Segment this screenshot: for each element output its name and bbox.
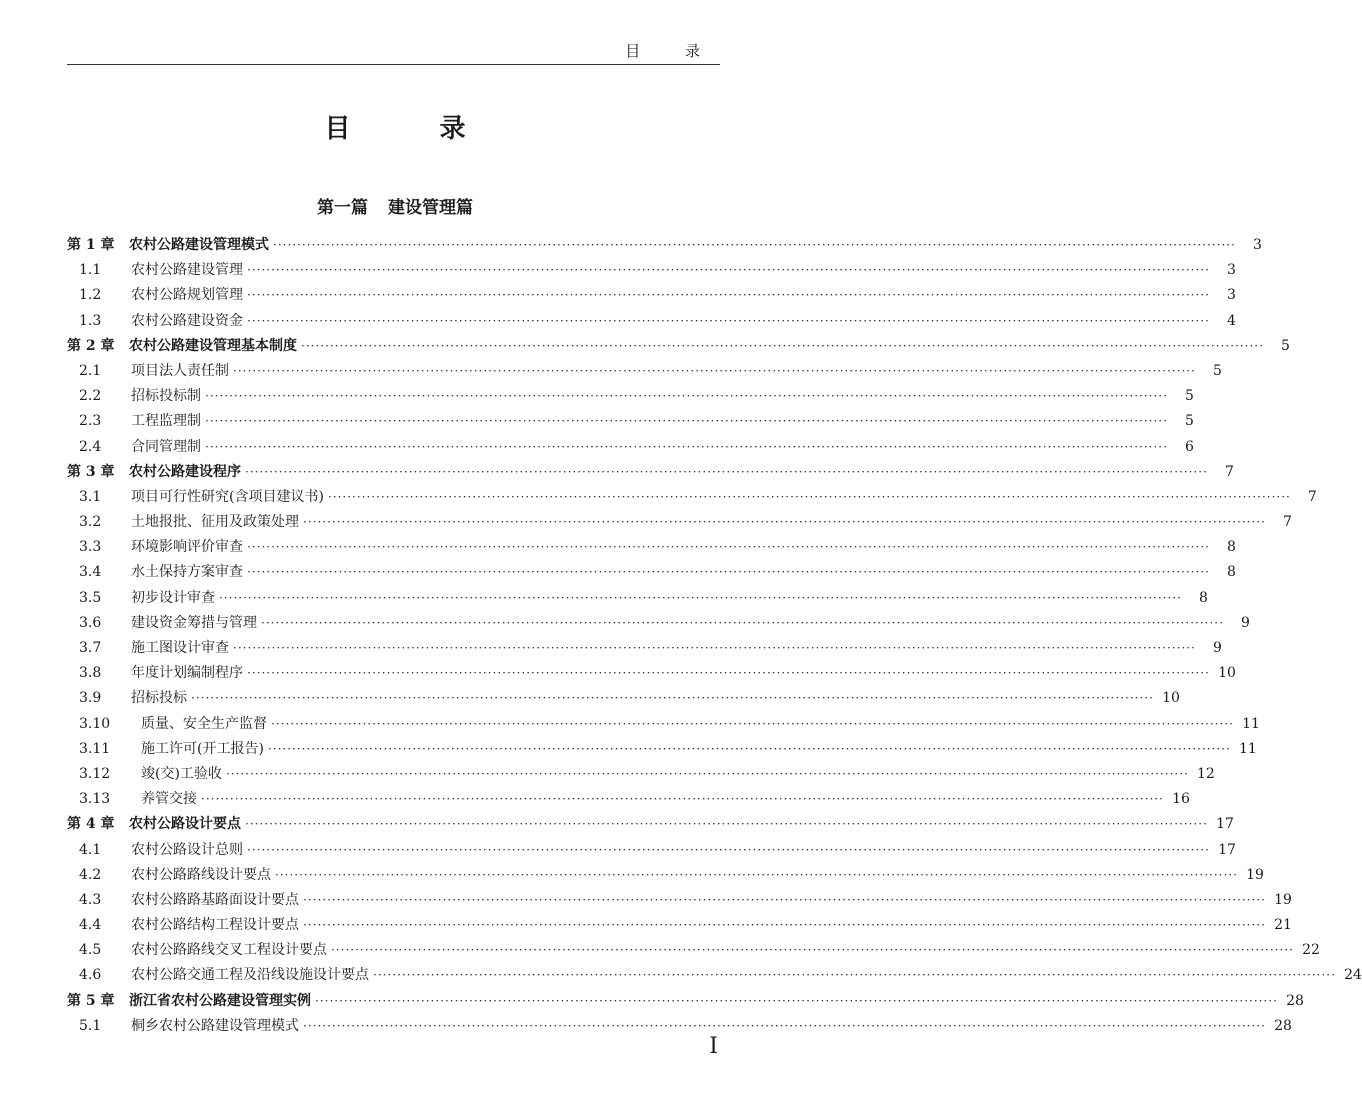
toc-leader-dots: ········································································································································································································: [331, 943, 1294, 958]
toc-page-number: 8: [1226, 539, 1236, 556]
toc-page-number: 9: [1212, 640, 1222, 656]
toc-entry-number: 1.3: [79, 312, 102, 329]
toc-entry-number: 3.1: [79, 488, 102, 505]
toc-page-number: 22: [1302, 942, 1320, 959]
toc-chapter-entry[interactable]: [67, 989, 1304, 1014]
toc-entry-number: 第 2 章: [67, 337, 115, 354]
toc-section-entry[interactable]: [67, 938, 1320, 963]
toc-page-number: 3: [1226, 262, 1236, 279]
toc-entry-title: 农村公路结构工程设计要点: [131, 917, 299, 934]
toc-entry-title: 施工图设计审查: [131, 640, 229, 656]
toc-page-number: 5: [1184, 413, 1194, 430]
toc-entry-title: 农村公路设计要点: [129, 816, 241, 833]
toc-page-number: 3: [1252, 237, 1262, 253]
toc-entry-number: 3.12: [79, 765, 111, 782]
toc-entry-title: 农村公路路基路面设计要点: [131, 891, 299, 908]
toc-page-number: 9: [1240, 614, 1250, 631]
toc-leader-dots: ········································································································································································································: [327, 489, 1291, 504]
toc-section-entry[interactable]: [67, 888, 1292, 913]
toc-page-number: 5: [1212, 362, 1222, 379]
toc-entry-number: 4.1: [79, 841, 102, 858]
toc-leader-dots: ········································································································································································································: [271, 716, 1234, 731]
toc-leader-dots: ········································································································································································································: [247, 288, 1210, 303]
toc-section-entry[interactable]: [67, 283, 1236, 308]
toc-entry-title: 年度计划编制程序: [131, 665, 243, 682]
toc-section-entry[interactable]: [67, 636, 1222, 661]
toc-entry-title: 农村公路建设管理模式: [129, 237, 269, 253]
toc-entry-number: 1.1: [79, 262, 102, 279]
toc-leader-dots: ········································································································································································································: [247, 565, 1210, 580]
toc-page-number: 7: [1282, 514, 1292, 531]
toc-entry-number: 4.3: [79, 891, 102, 908]
toc-section-entry[interactable]: [67, 963, 1362, 988]
toc-leader-dots: ········································································································································································································: [303, 1018, 1266, 1033]
toc-section-entry[interactable]: [67, 359, 1222, 384]
toc-page-number: 28: [1286, 992, 1304, 1009]
toc-entry-title: 竣(交)工验收: [141, 765, 222, 782]
toc-leader-dots: ········································································································································································································: [303, 918, 1266, 933]
toc-entry-title: 建设资金筹措与管理: [131, 614, 257, 631]
toc-entry-title: 农村公路设计总则: [131, 841, 243, 858]
toc-page-number: 19: [1274, 891, 1292, 908]
toc-entry-title: 施工许可(开工报告): [141, 740, 264, 757]
toc-entry-title: 农村公路建设资金: [131, 312, 243, 329]
toc-entry-number: 2.1: [79, 362, 102, 379]
toc-leader-dots: ········································································································································································································: [247, 263, 1210, 278]
running-head: 目 录: [625, 42, 720, 60]
toc-leader-dots: ········································································································································································································: [315, 993, 1278, 1008]
toc-entry-title: 农村公路路线设计要点: [131, 866, 271, 883]
toc-section-entry[interactable]: [67, 838, 1236, 863]
toc-leader-dots: ········································································································································································································: [191, 691, 1154, 706]
toc-entry-title: 土地报批、征用及政策处理: [131, 514, 299, 531]
toc-leader-dots: ········································································································································································································: [233, 641, 1196, 655]
toc-leader-dots: ········································································································································································································: [225, 766, 1189, 781]
toc-leader-dots: ········································································································································································································: [233, 363, 1196, 378]
toc-section-entry[interactable]: [67, 1014, 1292, 1039]
toc-section-entry[interactable]: [67, 560, 1236, 585]
toc-page-number: 16: [1172, 791, 1190, 808]
toc-entry-number: 3.11: [79, 740, 111, 757]
toc-page-number: 11: [1239, 740, 1257, 757]
toc-entry-number: 3.5: [79, 589, 102, 606]
toc-leader-dots: ········································································································································································································: [247, 666, 1210, 681]
toc-entry-number: 4.2: [79, 866, 102, 883]
toc-leader-dots: ········································································································································································································: [201, 792, 1164, 807]
toc-leader-dots: ········································································································································································································: [301, 338, 1264, 353]
header-rule: [67, 64, 720, 65]
toc-page-number: 8: [1198, 589, 1208, 606]
toc-page-number: 8: [1226, 564, 1236, 581]
toc-page-number: 24: [1344, 967, 1362, 984]
toc-page-number: 19: [1246, 866, 1264, 883]
toc-entry-number: 第 1 章: [67, 237, 115, 253]
toc-entry-title: 农村公路交通工程及沿线设施设计要点: [131, 967, 369, 984]
toc-page-number: 7: [1224, 463, 1234, 480]
toc-page-number: 21: [1274, 917, 1292, 934]
toc-entry-title: 桐乡农村公路建设管理模式: [131, 1017, 299, 1034]
toc-entry-number: 2.4: [79, 438, 102, 455]
toc-entry-number: 3.7: [79, 640, 102, 656]
toc-entry-number: 3.2: [79, 514, 102, 531]
toc-leader-dots: ········································································································································································································: [275, 867, 1238, 882]
toc-leader-dots: ········································································································································································································: [245, 817, 1208, 832]
toc-leader-dots: ········································································································································································································: [303, 515, 1266, 530]
toc-section-entry[interactable]: [67, 712, 1260, 737]
toc-page-number: 3: [1226, 287, 1236, 304]
toc-entry-title: 农村公路规划管理: [131, 287, 243, 304]
table-of-contents: [67, 233, 1362, 1039]
toc-entry-number: 第 3 章: [67, 463, 115, 480]
toc-section-entry[interactable]: [67, 913, 1292, 938]
toc-entry-title: 浙江省农村公路建设管理实例: [129, 992, 311, 1009]
page-folio: I: [709, 1034, 718, 1059]
toc-leader-dots: ········································································································································································································: [247, 540, 1210, 555]
toc-section-entry[interactable]: [67, 611, 1250, 636]
toc-leader-dots: ········································································································································································································: [247, 313, 1210, 328]
toc-page-number: 10: [1162, 690, 1180, 707]
toc-leader-dots: ········································································································································································································: [373, 968, 1336, 983]
toc-chapter-entry[interactable]: [67, 334, 1290, 359]
toc-section-entry[interactable]: [67, 787, 1190, 812]
toc-leader-dots: ········································································································································································································: [205, 389, 1168, 404]
toc-section-entry[interactable]: [67, 863, 1264, 888]
toc-leader-dots: ········································································································································································································: [205, 439, 1168, 454]
toc-page-number: 6: [1184, 438, 1194, 455]
toc-leader-dots: ········································································································································································································: [219, 590, 1182, 605]
toc-entry-title: 农村公路路线交叉工程设计要点: [131, 942, 327, 959]
toc-entry-number: 3.9: [79, 690, 102, 707]
toc-entry-number: 4.5: [79, 942, 102, 959]
toc-page-number: 17: [1216, 816, 1234, 833]
toc-entry-title: 项目可行性研究(含项目建议书): [131, 488, 324, 505]
toc-page-number: 10: [1218, 665, 1236, 682]
toc-entry-number: 3.4: [79, 564, 102, 581]
toc-entry-number: 3.3: [79, 539, 102, 556]
toc-entry-title: 农村公路建设管理: [131, 262, 243, 279]
toc-section-entry[interactable]: [67, 661, 1236, 686]
toc-entry-title: 招标投标: [131, 690, 187, 707]
toc-entry-number: 2.2: [79, 388, 102, 405]
toc-page-number: 5: [1280, 337, 1290, 354]
toc-leader-dots: ········································································································································································································: [245, 464, 1208, 479]
toc-entry-number: 4.6: [79, 967, 102, 984]
toc-entry-title: 农村公路建设管理基本制度: [129, 337, 297, 354]
toc-section-entry[interactable]: [67, 309, 1236, 334]
toc-entry-title: 环境影响评价审查: [131, 539, 243, 556]
toc-entry-title: 农村公路建设程序: [129, 463, 241, 480]
toc-entry-number: 1.2: [79, 287, 102, 304]
part-title: 第一篇 建设管理篇: [317, 198, 473, 218]
toc-section-entry[interactable]: [67, 485, 1317, 510]
toc-page-number: 12: [1197, 765, 1215, 782]
toc-page-number: 17: [1218, 841, 1236, 858]
toc-leader-dots: ········································································································································································································: [247, 842, 1210, 857]
toc-page-number: 7: [1307, 488, 1317, 505]
toc-entry-number: 第 4 章: [67, 816, 115, 833]
toc-chapter-entry[interactable]: [67, 812, 1234, 837]
toc-entry-title: 工程监理制: [131, 413, 201, 430]
toc-page-number: 4: [1226, 312, 1236, 329]
toc-entry-number: 5.1: [79, 1017, 102, 1034]
page-title: 目 录: [324, 114, 506, 144]
toc-leader-dots: ········································································································································································································: [261, 615, 1224, 630]
toc-entry-title: 合同管理制: [131, 438, 201, 455]
toc-entry-number: 第 5 章: [67, 992, 115, 1009]
toc-chapter-entry[interactable]: [67, 460, 1234, 485]
toc-entry-number: 4.4: [79, 917, 102, 934]
toc-section-entry[interactable]: [67, 258, 1236, 283]
toc-section-entry[interactable]: [67, 409, 1194, 434]
toc-page-number: 28: [1274, 1017, 1292, 1034]
toc-entry-title: 项目法人责任制: [131, 362, 229, 379]
toc-entry-title: 水土保持方案审查: [131, 564, 243, 581]
toc-entry-title: 招标投标制: [131, 388, 201, 405]
toc-leader-dots: ········································································································································································································: [303, 892, 1266, 907]
toc-leader-dots: ········································································································································································································: [273, 238, 1236, 252]
toc-section-entry[interactable]: [67, 384, 1194, 409]
toc-section-entry[interactable]: [67, 510, 1292, 535]
toc-chapter-entry[interactable]: [67, 233, 1262, 258]
toc-entry-number: 3.8: [79, 665, 102, 682]
toc-section-entry[interactable]: [67, 586, 1208, 611]
toc-entry-title: 质量、安全生产监督: [141, 715, 267, 732]
toc-entry-number: 3.10: [79, 715, 111, 732]
toc-leader-dots: ········································································································································································································: [267, 741, 1231, 756]
toc-leader-dots: ········································································································································································································: [205, 414, 1168, 429]
toc-entry-number: 3.6: [79, 614, 102, 631]
toc-section-entry[interactable]: [67, 435, 1194, 460]
toc-page-number: 5: [1184, 388, 1194, 405]
toc-entry-title: 养管交接: [141, 791, 197, 808]
toc-entry-number: 3.13: [79, 791, 111, 808]
toc-entry-title: 初步设计审查: [131, 589, 215, 606]
toc-section-entry[interactable]: [67, 535, 1236, 560]
toc-page-number: 11: [1242, 715, 1260, 732]
toc-section-entry[interactable]: [67, 737, 1257, 762]
toc-entry-number: 2.3: [79, 413, 102, 430]
toc-section-entry[interactable]: [67, 762, 1215, 787]
toc-section-entry[interactable]: [67, 686, 1180, 711]
